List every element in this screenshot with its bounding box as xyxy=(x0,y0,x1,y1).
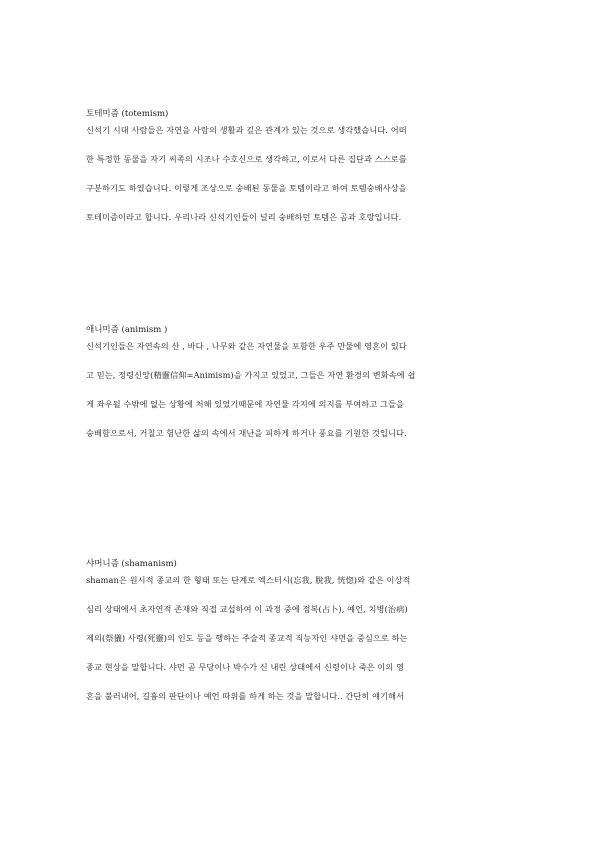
paragraph-line: 고 믿는, 정령신앙(精靈信仰=Animism)을 가지고 있었고, 그들은 자연 환경의 변화속에 쉽 xyxy=(86,370,416,380)
paragraph-line: 토테미즘이라고 합니다. 우리나라 신석기인들이 널리 숭배하던 토템은 곰과 호랑입니다. xyxy=(86,212,402,222)
heading-totemism: 토테미즘 (totemism) xyxy=(86,109,169,119)
paragraph-line: 신석기인들은 자연속의 산 , 바다 , 나무와 같은 자연물을 포함한 우주 만물에 영혼이 있다 xyxy=(86,341,407,351)
paragraph-line: 신석기 시대 사람들은 자연을 사람의 생활과 깊은 관계가 있는 것으로 생각했습니다. 어떠 xyxy=(86,125,407,135)
section-shamanism xyxy=(86,559,510,701)
heading-animism: 애니미즘 (animism ) xyxy=(86,325,168,335)
paragraph-line: 혼을 불러내어, 길흉의 판단이나 예언 따위를 하게 하는 것을 말합니다.. 간단히 얘기해서 xyxy=(86,691,405,701)
paragraph-line: 게 좌우될 수밖에 없는 상황에 처해 있었기때문에 자연물 각지에 의지를 부여하고 그들을 xyxy=(86,399,405,409)
paragraph-line: 심리 상태에서 초자연적 존재와 직접 교섭하여 이 과정 중에 점복(占卜), 예언, 치병(治病) xyxy=(86,604,408,614)
paragraph-line: 숭배함으로서, 거칠고 험난한 삶의 속에서 재난을 피하게 하거나 풍요를 기원한 것입니다. xyxy=(86,428,407,438)
paragraph-line: 제의(祭儀) 사령(死靈)의 인도 등을 행하는 주술적 종교적 직능자인 샤먼을 중심으로 하는 xyxy=(86,633,408,643)
section-totemism xyxy=(86,109,510,222)
paragraph-line: 구분하기도 하였습니다. 이렇게 조상으로 숭배된 동물을 토템이라고 하여 토템숭배사상을 xyxy=(86,183,407,193)
paragraph-line: shaman은 원시적 종교의 한 형태 또는 단계로 엑스터시(忘我, 脫我, 恍惚)와 같은 이상적 xyxy=(86,575,411,585)
heading-shamanism: 샤머니즘 (shamanism) xyxy=(86,559,177,569)
section-animism xyxy=(86,325,510,438)
paragraph-line: 한 특정한 동물을 자기 씨족의 시조나 수호신으로 생각하고, 이로서 다른 집단과 스스로를 xyxy=(86,154,407,164)
paragraph-line: 종교 현상을 말합니다. 샤먼 곧 무당이나 박수가 신 내린 상태에서 신령이나 죽은 이의 영 xyxy=(86,662,405,672)
